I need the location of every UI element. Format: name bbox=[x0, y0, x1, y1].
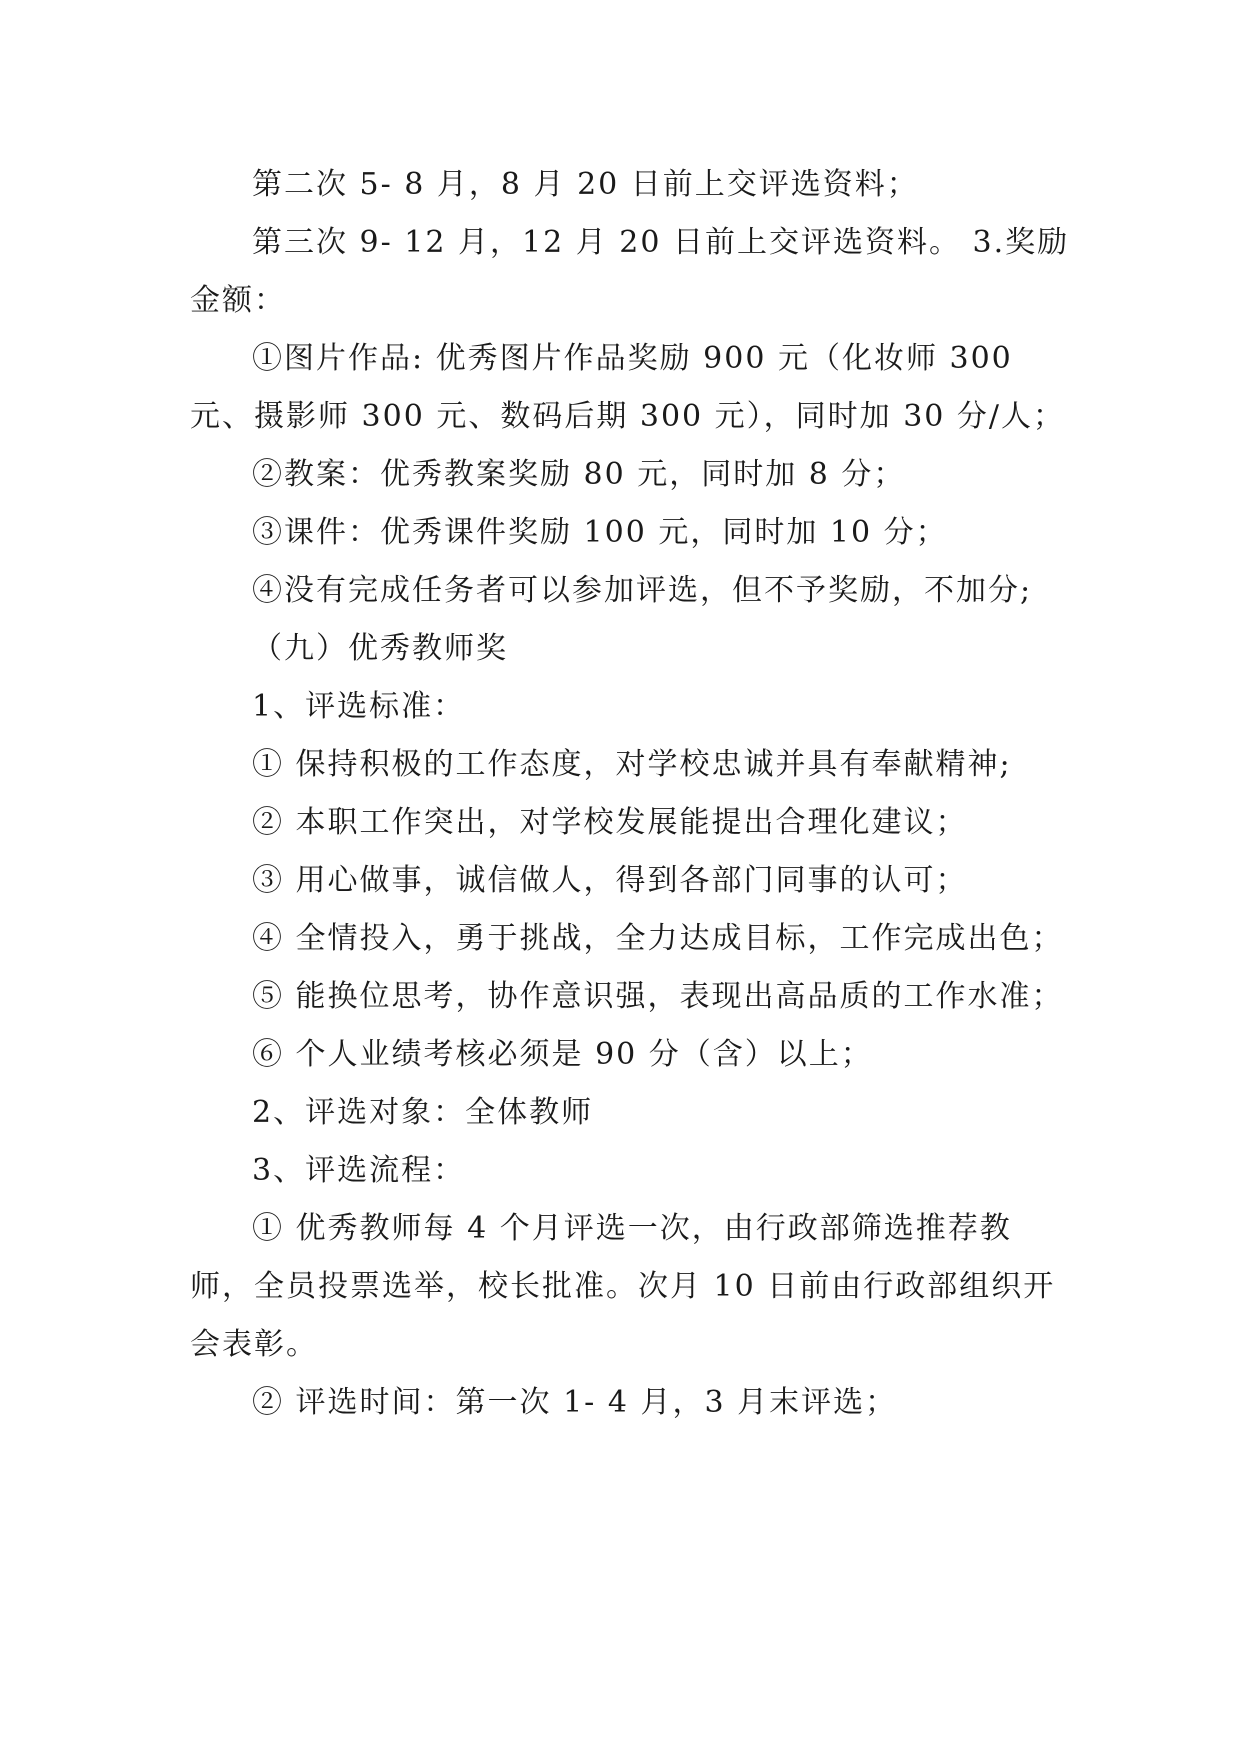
paragraph: 3、评选流程： bbox=[252, 1153, 466, 1188]
paragraph: ③课件：优秀课件奖励 100 元，同时加 10 分； bbox=[252, 515, 948, 550]
section-heading: （九）优秀教师奖 bbox=[252, 631, 508, 666]
paragraph: ④没有完成任务者可以参加评选，但不予奖励，不加分; bbox=[252, 573, 1033, 608]
paragraph: ② 本职工作突出，对学校发展能提出合理化建议； bbox=[252, 805, 968, 840]
paragraph: ④ 全情投入，勇于挑战，全力达成目标，工作完成出色； bbox=[252, 921, 1064, 956]
paragraph: 第二次 5- 8 月，8 月 20 日前上交评选资料； bbox=[252, 167, 919, 202]
paragraph: ⑥ 个人业绩考核必须是 90 分（含）以上； bbox=[252, 1037, 873, 1072]
paragraph: ① 优秀教师每 4 个月评选一次，由行政部筛选推荐教师，全员投票选举，校长批准。次月 10 日前由行政部组织开会表彰。 bbox=[190, 1211, 1056, 1362]
paragraph: 2、评选对象：全体教师 bbox=[252, 1095, 594, 1130]
document-body bbox=[190, 156, 1070, 1432]
paragraph: ③ 用心做事，诚信做人，得到各部门同事的认可； bbox=[252, 863, 968, 898]
paragraph: ② 评选时间：第一次 1- 4 月，3 月末评选； bbox=[252, 1385, 898, 1420]
paragraph: ①图片作品: 优秀图片作品奖励 900 元（化妆师 300 元、摄影师 300 元、数码后期 300 元），同时加 30 分/人； bbox=[190, 341, 1066, 434]
paragraph: ① 保持积极的工作态度，对学校忠诚并具有奉献精神; bbox=[252, 747, 1012, 782]
paragraph: 1、评选标准： bbox=[252, 689, 466, 724]
paragraph: 第三次 9- 12 月，12 月 20 日前上交评选资料。 3.奖励金额： bbox=[190, 225, 1070, 318]
paragraph: ②教案：优秀教案奖励 80 元，同时加 8 分； bbox=[252, 457, 906, 492]
paragraph: ⑤ 能换位思考，协作意识强，表现出高品质的工作水准； bbox=[252, 979, 1064, 1014]
